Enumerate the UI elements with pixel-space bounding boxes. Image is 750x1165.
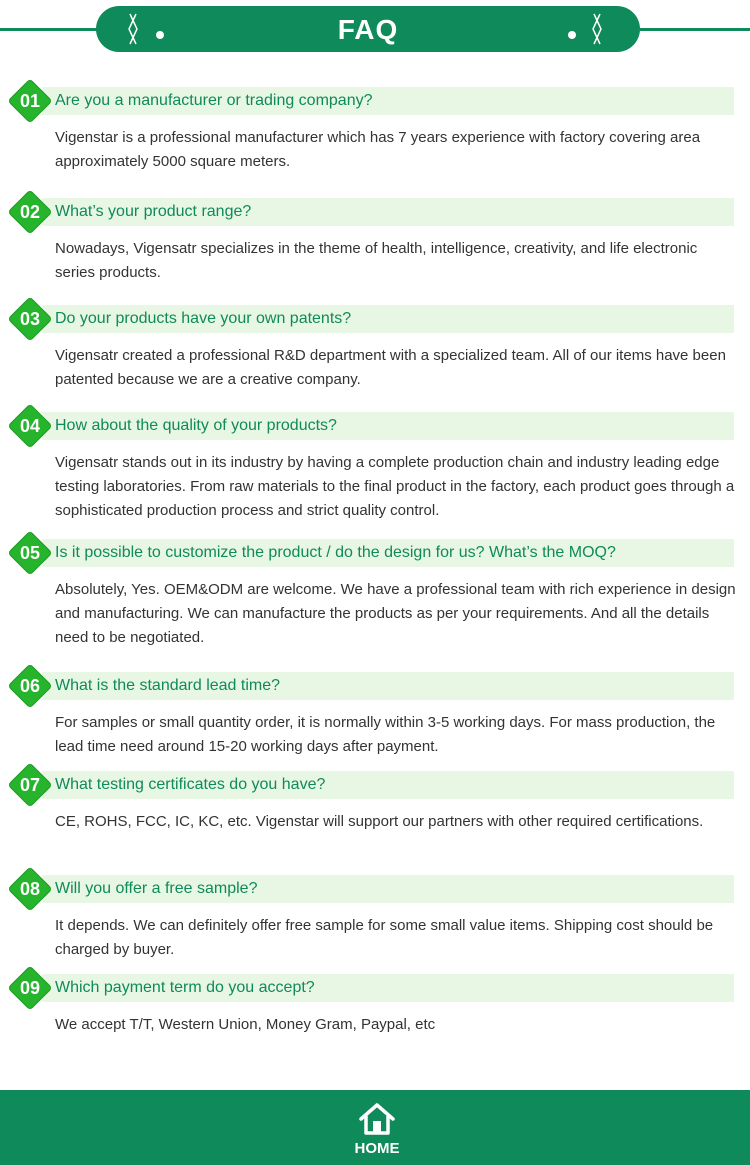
faq-question: What’s your product range? — [55, 203, 252, 220]
badge-number: 06 — [19, 676, 41, 696]
badge-number: 09 — [19, 978, 41, 998]
number-badge — [9, 967, 51, 1009]
faq-header — [0, 0, 750, 60]
home-label: HOME — [354, 1140, 400, 1157]
number-badge — [9, 80, 51, 122]
faq-answer: We accept T/T, Western Union, Money Gram, Paypal, etc — [55, 1016, 436, 1033]
faq-question: Which payment term do you accept? — [55, 979, 315, 996]
number-badge — [9, 405, 51, 447]
badge-number: 04 — [19, 416, 41, 436]
faq-answer: Absolutely, Yes. OEM&ODM are welcome. We have a professional team with rich experience in design and manufacturing. We can manufacture the products as per your requirements. And all the details need to be negotiated. — [55, 581, 736, 646]
chevron-ornament-right-icon — [586, 6, 616, 52]
faq-answer: It depends. We can definitely offer free sample for some small value items. Shipping cost should be charged by buyer. — [55, 917, 714, 958]
badge-number: 02 — [19, 202, 41, 222]
header-dot-right — [568, 31, 576, 39]
home-icon — [359, 1102, 395, 1136]
badge-number: 01 — [19, 91, 41, 111]
number-badge — [9, 298, 51, 340]
faq-question: Do your products have your own patents? — [55, 310, 352, 327]
faq-answer: Vigensatr stands out in its industry by having a complete production chain and industry leading edge testing laboratories. From raw materials to the final product in the factory, each product goes through a sophisticated production process and strict quality control. — [55, 454, 735, 519]
faq-answer: Vigenstar is a professional manufacturer which has 7 years experience with factory covering area approximately 5000 square meters. — [55, 129, 701, 170]
page-title: FAQ — [337, 14, 399, 45]
faq-question: Will you offer a free sample? — [55, 880, 258, 897]
faq-question: What testing certificates do you have? — [55, 776, 326, 793]
badge-number: 03 — [19, 309, 41, 329]
faq-answer: Nowadays, Vigensatr specializes in the theme of health, intelligence, creativity, and life electronic series products. — [55, 240, 698, 281]
faq-answer: CE, ROHS, FCC, IC, KC, etc. Vigenstar will support our partners with other required certifications. — [55, 813, 704, 830]
faq-question: What is the standard lead time? — [55, 677, 281, 694]
number-badge — [9, 665, 51, 707]
faq-question: How about the quality of your products? — [55, 417, 337, 434]
faq-answer: For samples or small quantity order, it is normally within 3-5 working days. For mass production, the lead time need around 15-20 working days after payment. — [55, 714, 716, 755]
header-divider-left — [0, 28, 110, 31]
badge-number: 08 — [19, 879, 41, 899]
faq-title-banner — [96, 6, 640, 52]
footer-bar — [0, 1090, 750, 1165]
badge-number: 07 — [19, 775, 41, 795]
badge-number: 05 — [19, 543, 41, 563]
header-divider-right — [640, 28, 750, 31]
number-badge — [9, 868, 51, 910]
number-badge — [9, 191, 51, 233]
number-badge — [9, 532, 51, 574]
faq-question: Is it possible to customize the product / do the design for us? What’s the MOQ? — [55, 544, 616, 561]
number-badge — [9, 764, 51, 806]
home-button[interactable] — [345, 1102, 409, 1160]
faq-answer: Vigensatr created a professional R&D department with a specialized team. All of our items have been patented because we are a creative company. — [55, 347, 726, 388]
faq-question: Are you a manufacturer or trading company? — [55, 92, 373, 109]
